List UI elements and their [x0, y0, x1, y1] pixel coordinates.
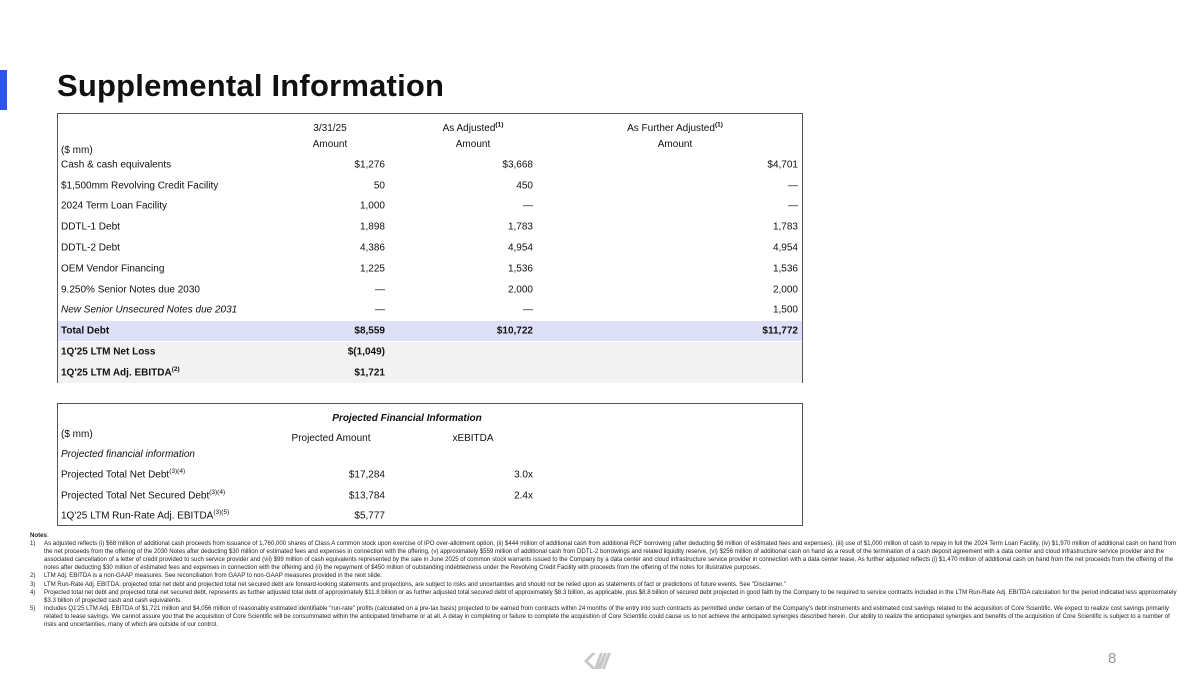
cell-3-31-25: — — [375, 284, 385, 296]
cell-as-adjusted: $10,722 — [496, 325, 533, 337]
cell-as-adjusted: 4,954 — [507, 242, 533, 254]
footnote: 1) As adjusted reflects (i) $68 million of additional cash proceeds from issuance of 1,760,000 shares of Class A common stock upon exercise of IPO over-allotment option, (ii) $444 million of additional cash from additional RCF borrowing (after deducting $6 million of estimated fees and expenses), (iii) use of $1,000 million of cash to repay in full the 2024 Term Loan Facility, (iv) $1,970 million of additional cash on hand from the net proceeds from the offering of the 2030 Notes after deducting $30 million of estimated fees and expenses in connection with the offering, (v) approximately $559 million of additional cash from DDTL-2 borrowings and related liquidity reserve, (vi) $256 million of additional cash on hand as a result of the termination of a cash deposit agreement with a data center and cloud infrastructure service provider and the associated cancellation of a letter of credit provided to such service provider and (vii) $99 million of cash equivalents represented by the sale in June 2025 of common stock warrants issued to the Company by a data center and cloud infrastructure service provider in connection with a data center lease. As further adjusted reflects (i) $1,470 million of additional cash on hand from the net proceeds from the offering of the notes after deducting $30 million of estimated fees and expenses in connection with the offering and (ii) the repayment of $450 million of outstanding indebtedness under the Revolving Credit Facility with proceeds from the offering of the notes for illustrative purposes. — [30, 540, 1177, 572]
adj-ebitda-row — [58, 362, 802, 383]
table-row — [58, 155, 802, 175]
cell-as-adjusted: $3,668 — [502, 159, 533, 171]
projected-financial-table — [57, 403, 803, 526]
cell-3-31-25: $1,276 — [354, 159, 385, 171]
projected-table-title: Projected Financial Information — [332, 413, 482, 424]
cell-as-adjusted: 1,536 — [507, 263, 533, 275]
cell-3-31-25: $1,721 — [354, 367, 385, 378]
row-label: 1Q'25 LTM Net Loss — [61, 346, 156, 358]
cell-as-further-adjusted: 1,500 — [772, 304, 798, 316]
footnotes — [30, 532, 1180, 629]
cell-projected-amount: $13,784 — [348, 490, 385, 502]
cell-as-adjusted: 450 — [516, 180, 533, 192]
col2-subheader: Amount — [455, 139, 491, 150]
col3-subheader: Amount — [657, 139, 693, 150]
cell-as-further-adjusted: $4,701 — [767, 159, 798, 171]
table-row — [58, 465, 802, 485]
table-row — [58, 280, 802, 300]
row-label: Projected Total Net Debt$^{(3)(4)}$ — [61, 468, 186, 481]
title-accent-bar — [0, 70, 7, 110]
row-label: DDTL-1 Debt — [61, 221, 120, 233]
cell-3-31-25: 50 — [373, 180, 385, 192]
row-label: 9.250% Senior Notes due 2030 — [61, 284, 200, 296]
company-logo — [582, 651, 618, 671]
net-loss-row — [58, 342, 802, 362]
cell-3-31-25: $(1,049) — [347, 346, 385, 358]
cell-3-31-25: 1,898 — [359, 221, 385, 233]
footnote: 3) LTM Run-Rate Adj. EBITDA, projected total net debt and projected total net secured debt are forward-looking statements and projections, are subject to risks and uncertainties and should not be relied upon as statements of fact or predictions of future events. See "Disclaimer." — [30, 580, 786, 588]
footnote: 4) Projected total net debt and projected total net secured debt, represents as further adjusted total debt of approximately $11.8 billion or as further adjusted total secured debt of approximately $8.3 billion, as applicable, plus $8.8 billion of secured debt projected in good faith by the Company to be required to service contracts included in the LTM Run-Rate Adj. EBITDA calculation for the period indicated less approximately $3.3 billion of projected cash and cash equivalents. — [30, 588, 1177, 604]
unit-label: ($ mm) — [61, 429, 93, 440]
cell-3-31-25: 1,000 — [359, 200, 385, 212]
cell-as-adjusted: — — [523, 200, 533, 212]
cell-as-further-adjusted: 1,783 — [772, 221, 798, 233]
row-label: $1,500mm Revolving Credit Facility — [61, 180, 219, 192]
row-label: 2024 Term Loan Facility — [61, 200, 167, 212]
total-debt-row — [58, 321, 802, 341]
footnote: 5) Includes Q1'25 LTM Adj. EBITDA of $1,721 million and $4,056 million of reasonably estimated identifiable "run-rate" profits (calculated on a pre-tax basis) projected to be earned from contracts within 24 months of the entry into such contracts as permitted under certain of the Company's debt instruments and estimated cost savings related to the acquisition of Core Scientific. We expect to realize cost savings primarily related to lease savings. We cannot assure you that the acquisition of Core Scientific will be consummated within the anticipated timeframe or at all. A delay in completing or failure to complete the acquisition of Core Scientific could cause us to not achieve the anticipated synergies described herein. Our ability to realize the anticipated synergies and benefits of the acquisition of Core Scientific is subject to a number of risks and uncertainties, many of which are outside of our control. — [30, 604, 1170, 629]
footnote: 2) LTM Adj. EBITDA is a non-GAAP measures. See reconciliation from GAAP to non-GAAP measures provided in the next slide. — [30, 572, 382, 580]
capitalization-table — [57, 113, 803, 383]
cell-as-further-adjusted: 4,954 — [772, 242, 798, 254]
cell-3-31-25: 1,225 — [359, 263, 385, 275]
cell-as-adjusted: 1,783 — [507, 221, 533, 233]
cell-as-further-adjusted: — — [788, 200, 798, 212]
row-label: OEM Vendor Financing — [61, 263, 165, 275]
cell-as-adjusted: — — [523, 304, 533, 316]
cell-3-31-25: 4,386 — [359, 242, 385, 254]
row-label: New Senior Unsecured Notes due 2031 — [61, 304, 238, 316]
page-number: 8 — [1108, 650, 1117, 667]
cell-projected-amount: $17,284 — [348, 469, 385, 481]
xebitda-header: xEBITDA — [452, 433, 494, 444]
cell-as-adjusted: 2,000 — [507, 284, 533, 296]
notes-heading: Notes: — [30, 532, 49, 539]
cell-as-further-adjusted: — — [788, 180, 798, 192]
cell-projected-amount: $5,777 — [354, 510, 385, 522]
unit-label: ($ mm) — [61, 145, 93, 156]
table-row — [58, 506, 802, 526]
col1-header: 3/31/25 — [313, 123, 347, 134]
table-row — [58, 300, 802, 320]
row-label: Total Debt — [61, 325, 110, 337]
page-title: Supplemental Information — [57, 68, 445, 103]
col1-subheader: Amount — [312, 139, 348, 150]
table-row — [58, 217, 802, 237]
cell-xebitda: 3.0x — [514, 469, 533, 481]
table-row — [58, 196, 802, 216]
cell-3-31-25: — — [375, 304, 385, 316]
projected-amount-header: Projected Amount — [291, 433, 371, 444]
row-label: Cash & cash equivalents — [61, 159, 172, 171]
col3-header: As Further Adjusted$^{(1)}$ — [627, 121, 723, 134]
row-label: DDTL-2 Debt — [61, 242, 120, 254]
cell-as-further-adjusted: $11,772 — [762, 325, 798, 337]
cell-as-further-adjusted: 2,000 — [772, 284, 798, 296]
section-label: Projected financial information — [61, 449, 195, 460]
cell-xebitda: 2.4x — [514, 490, 533, 502]
row-label: 1Q'25 LTM Run-Rate Adj. $EBITDA^{(3)(5)}$ — [61, 509, 230, 522]
row-label: 1Q'25 LTM Adj. EBITDA$^{(2)}$ — [61, 365, 180, 378]
col2-header: As Adjusted$^{(1)}$ — [442, 121, 504, 134]
table-row — [58, 259, 802, 279]
row-label: Projected Total Net Secured Debt$^{(3)(4)}$ — [61, 489, 226, 502]
table-row — [58, 176, 802, 196]
table-row — [58, 486, 802, 506]
cell-as-further-adjusted: 1,536 — [772, 263, 798, 275]
table-row — [58, 238, 802, 258]
cell-3-31-25: $8,559 — [354, 325, 385, 337]
